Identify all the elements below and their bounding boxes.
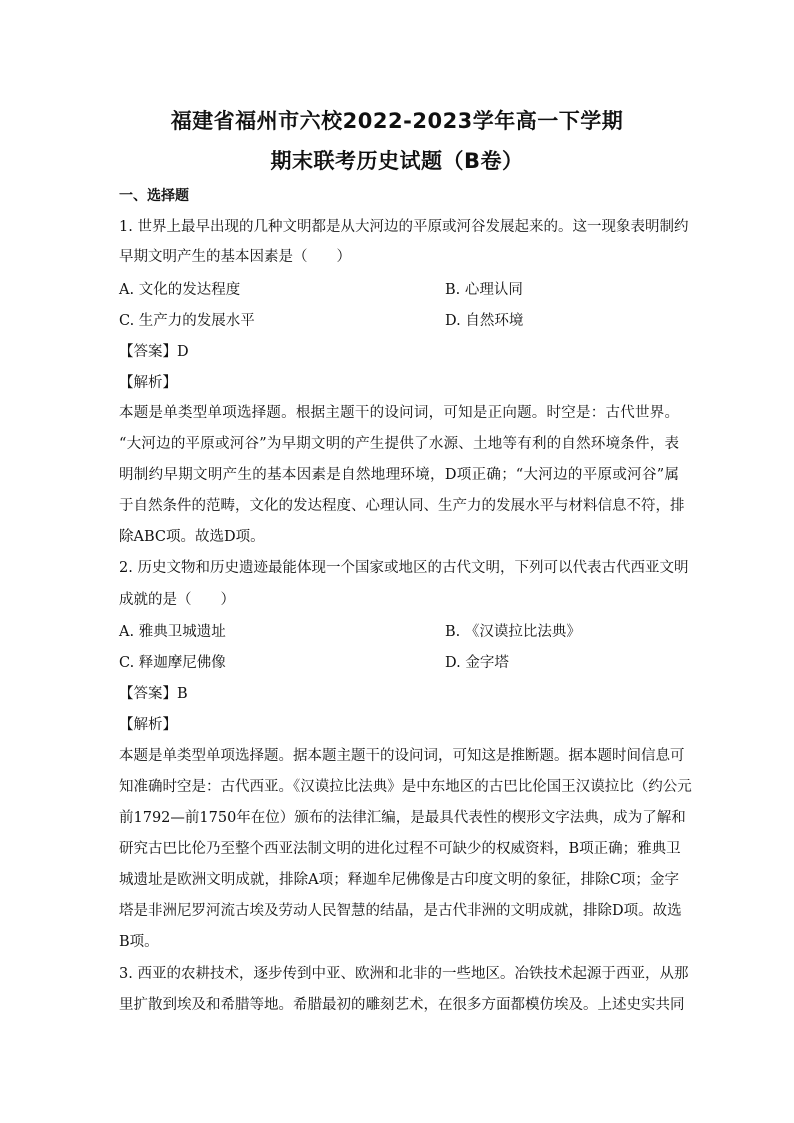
q2-analysis-line: 城遗址是欧洲文明成就，排除A项；释迦牟尼佛像是古印度文明的象征，排除C项；金字 — [119, 872, 679, 888]
q2-option-d: D. 金字塔 — [445, 655, 509, 671]
document-title-line2: 期末联考历史试题（B卷） — [270, 149, 524, 173]
q1-analysis-line: 除ABC项。故选D项。 — [119, 529, 265, 545]
q1-analysis-line: 明制约早期文明产生的基本因素是自然地理环境，D项正确；“大河边的平原或河谷”属 — [119, 467, 679, 483]
document-title-line1: 福建省福州市六校2022-2023学年高一下学期 — [170, 109, 624, 133]
q1-stem-line1: 1. 世界上最早出现的几种文明都是从大河边的平原或河谷发展起来的。这一现象表明制约 — [119, 219, 689, 235]
q3-stem-line2: 里扩散到埃及和希腊等地。希腊最初的雕刻艺术，在很多方面都模仿埃及。上述史实共同 — [119, 997, 685, 1013]
q1-option-b: B. 心理认同 — [445, 282, 523, 298]
q2-analysis-line: 本题是单类型单项选择题。据本题主题干的设问词，可知这是推断题。据本题时间信息可 — [119, 748, 685, 764]
q2-answer: 【答案】B — [119, 686, 188, 702]
q1-answer: 【答案】D — [119, 344, 189, 360]
q2-analysis-line: 研究古巴比伦乃至整个西亚法制文明的进化过程不可缺少的权威资料，B项正确；雅典卫 — [119, 841, 681, 857]
q2-analysis-line: 塔是非洲尼罗河流古埃及劳动人民智慧的结晶，是古代非洲的文明成就，排除D项。故选 — [119, 903, 682, 919]
q2-analysis-line: 前1792—前1750年在位）颁布的法律汇编，是最具代表性的楔形文字法典，成为了解和 — [119, 810, 686, 826]
q1-option-d: D. 自然环境 — [445, 313, 524, 329]
q2-analysis-label: 【解析】 — [119, 717, 177, 733]
q2-analysis-line: B项。 — [119, 934, 159, 950]
q3-stem-line1: 3. 西亚的农耕技术，逐步传到中亚、欧洲和北非的一些地区。冶铁技术起源于西亚，从那 — [119, 966, 689, 982]
q2-stem-line2: 成就的是（ ） — [119, 592, 235, 608]
q1-option-a: A. 文化的发达程度 — [119, 282, 241, 298]
q1-option-c: C. 生产力的发展水平 — [119, 313, 255, 329]
q2-stem-line1: 2. 历史文物和历史遗迹最能体现一个国家或地区的古代文明，下列可以代表古代西亚文明 — [119, 560, 689, 576]
section-heading: 一、选择题 — [119, 188, 189, 204]
q2-option-a: A. 雅典卫城遗址 — [119, 624, 226, 640]
q1-stem-line2: 早期文明产生的基本因素是（ ） — [119, 249, 351, 265]
q2-option-c: C. 释迦摩尼佛像 — [119, 655, 226, 671]
q1-analysis-label: 【解析】 — [119, 375, 177, 391]
q1-analysis-line: “大河边的平原或河谷”为早期文明的产生提供了水源、土地等有利的自然环境条件，表 — [119, 436, 679, 452]
q2-analysis-line: 知准确时空是：古代西亚。《汉谟拉比法典》是中东地区的古巴比伦国王汉谟拉比（约公元 — [119, 779, 692, 795]
q1-analysis-line: 本题是单类型单项选择题。根据主题干的设问词，可知是正向题。时空是：古代世界。 — [119, 405, 679, 421]
q2-option-b: B. 《汉谟拉比法典》 — [445, 624, 581, 640]
q1-analysis-line: 于自然条件的范畴，文化的发达程度、心理认同、生产力的发展水平与材料信息不符，排 — [119, 498, 685, 514]
